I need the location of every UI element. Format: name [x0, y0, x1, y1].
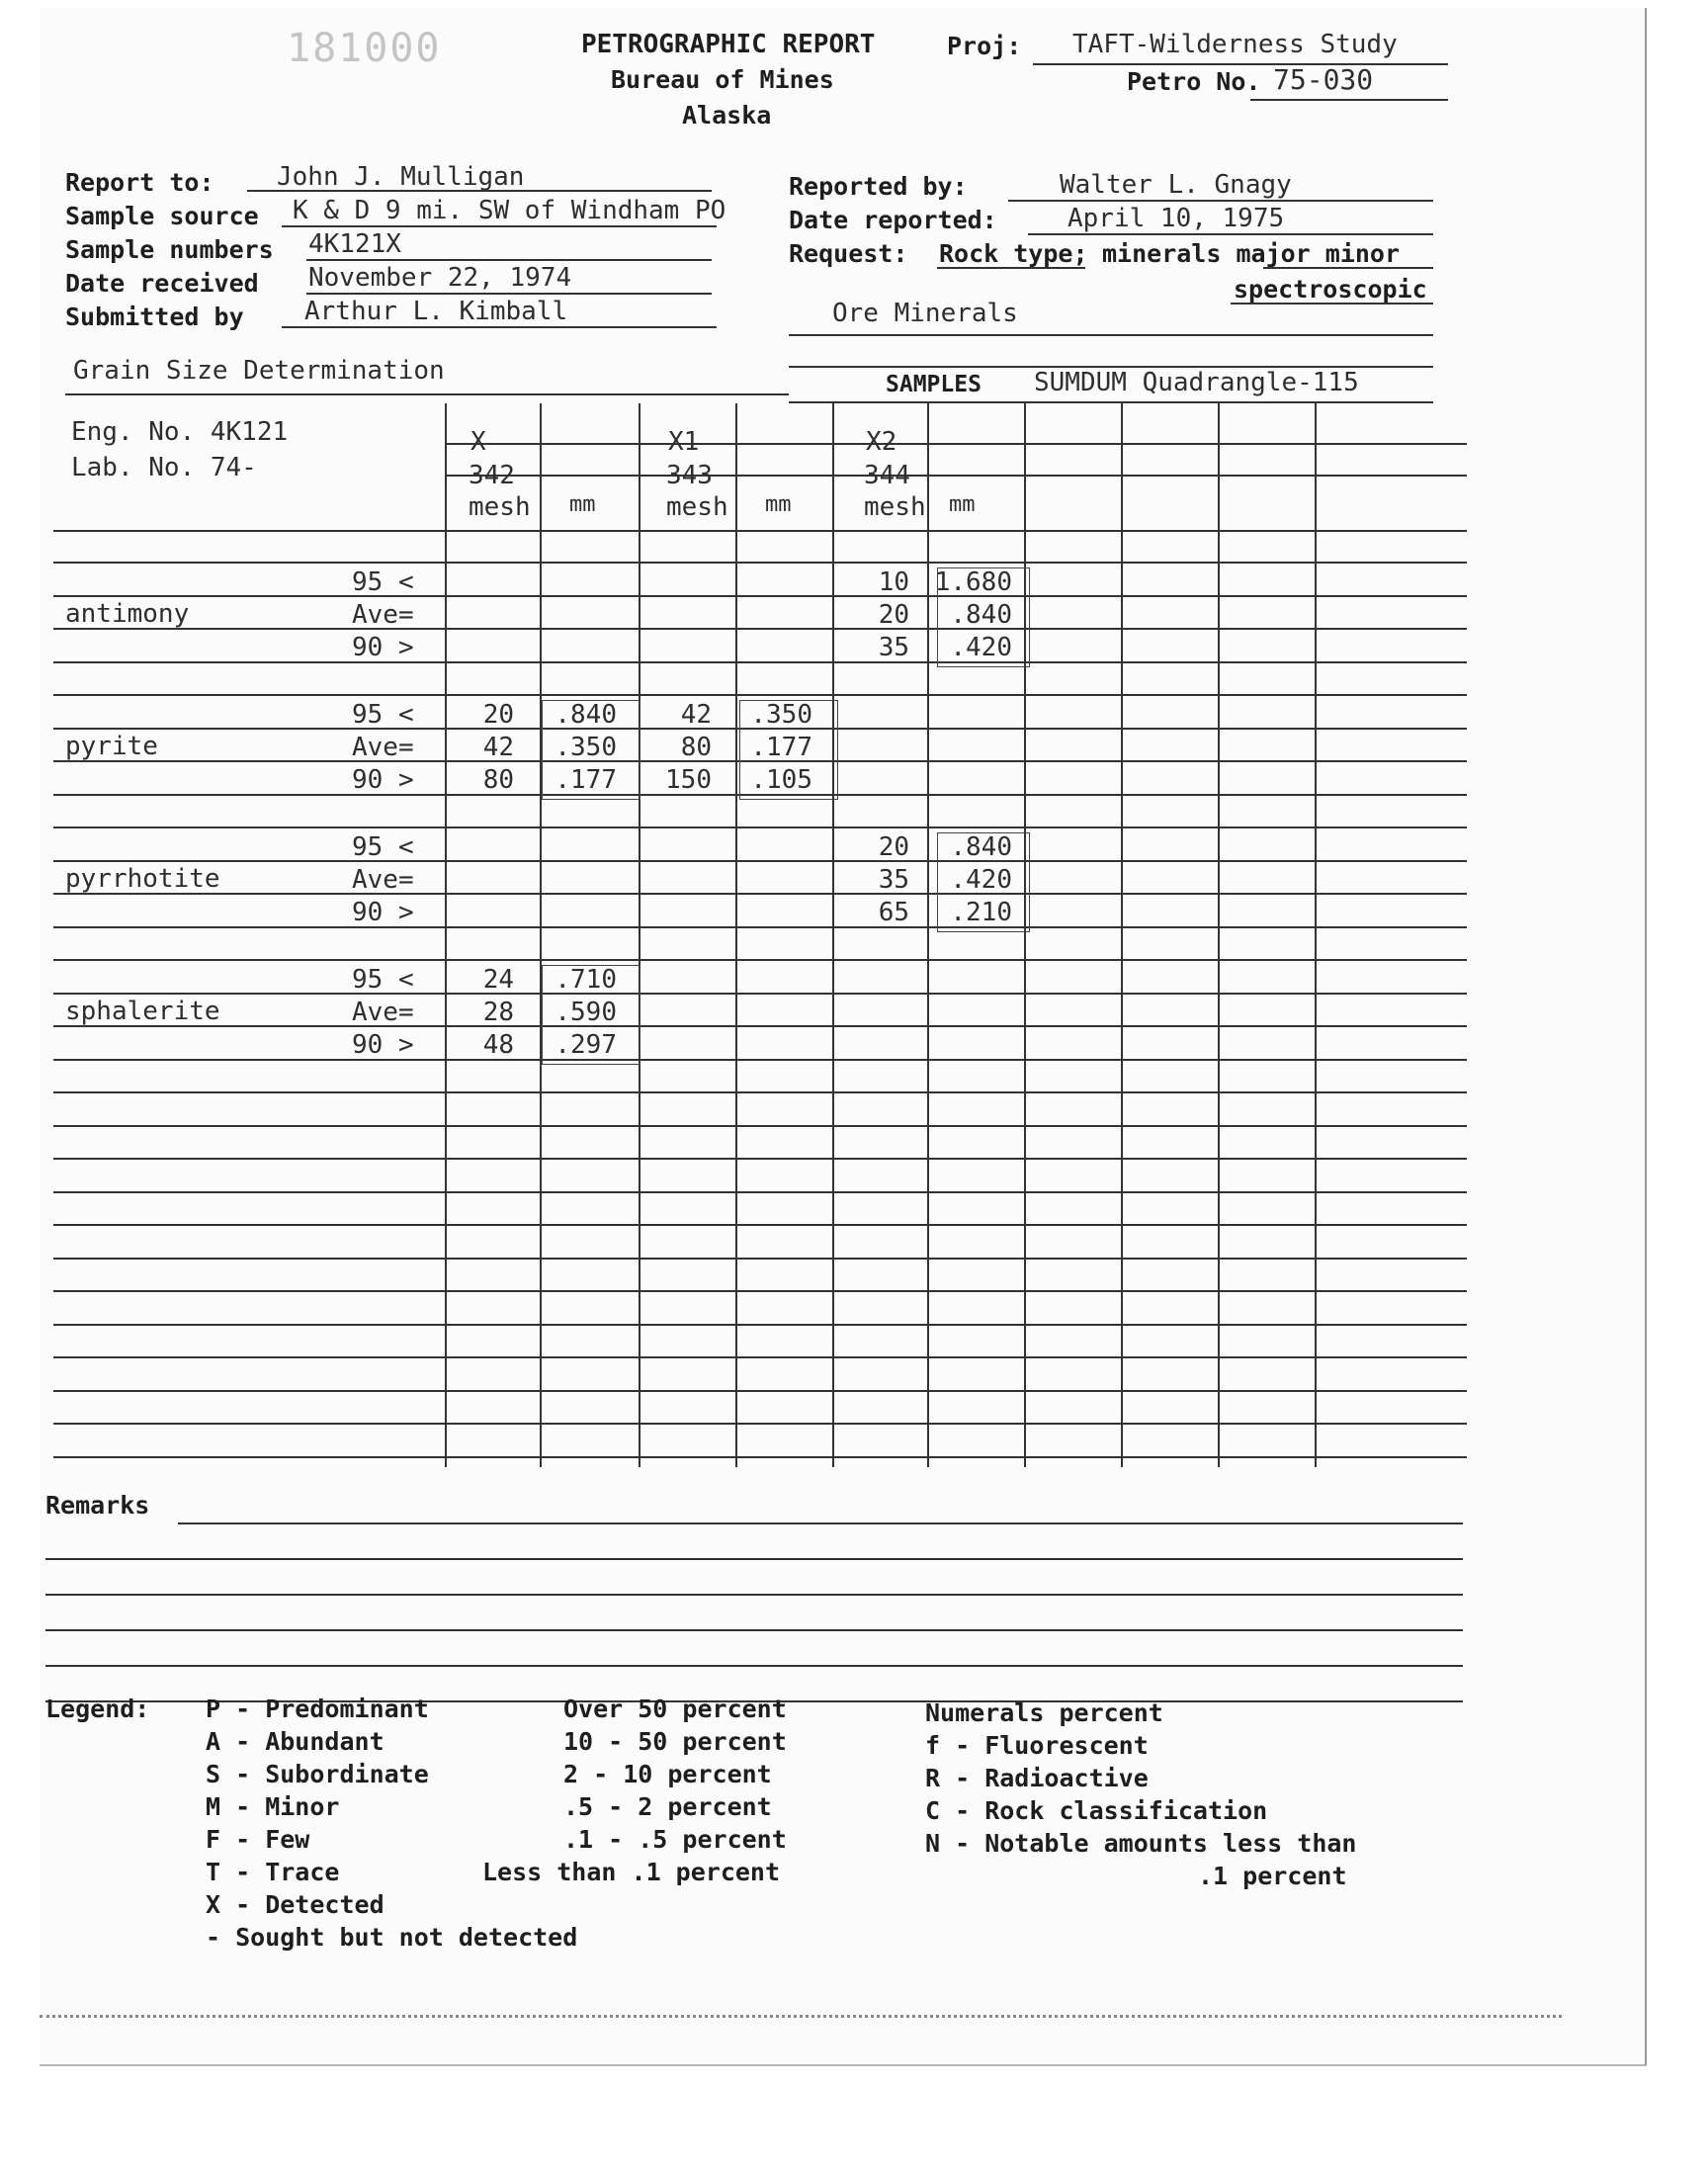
legend-code: A - Abundant [206, 1727, 384, 1756]
table-cell: 35 [878, 865, 909, 895]
samples-value: SUMDUM Quadrangle-115 [1034, 368, 1359, 397]
legend-note: C - Rock classification [925, 1796, 1268, 1825]
table-cell: 10 [878, 567, 909, 597]
report-to-underline [247, 190, 712, 192]
table-row-rule [53, 1025, 1467, 1027]
table-row-rule [53, 860, 1467, 862]
table-cell: .420 [950, 865, 1012, 895]
legend-range: Less than .1 percent [482, 1858, 781, 1886]
mineral-name-pyrrhotite: pyrrhotite [65, 864, 220, 894]
remarks-line-3 [45, 1594, 1463, 1596]
value-outline [937, 832, 1030, 932]
sample-lab-344: 344 [864, 461, 910, 490]
petro-value: 75-030 [1273, 63, 1374, 96]
row-label: 95 < [352, 832, 414, 862]
table-cell: 150 [665, 765, 712, 795]
row-label: 90 > [352, 898, 414, 927]
sample-x2-mesh-header: mesh [864, 492, 926, 522]
table-cell: .350 [750, 700, 812, 730]
remarks-line-2 [45, 1558, 1463, 1560]
value-outline [739, 700, 838, 800]
samples-underline [789, 401, 1433, 403]
table-cell: 42 [680, 700, 712, 730]
request-label: Request: [789, 239, 908, 268]
legend-note: Numerals percent [925, 1698, 1163, 1727]
request-minerals: minerals major minor [1102, 239, 1401, 268]
agency-name: Bureau of Mines [611, 65, 834, 94]
legend-range: 2 - 10 percent [563, 1760, 772, 1788]
lab-no: Lab. No. 74- [71, 453, 257, 482]
sample-x1-mesh-header: mesh [666, 492, 728, 522]
table-row-rule [53, 628, 1467, 630]
table-row-rule [53, 595, 1467, 597]
date-reported-label: Date reported: [789, 206, 997, 234]
table-row-rule [53, 959, 1467, 961]
request-minerals-underline [1263, 267, 1433, 269]
legend-range: 10 - 50 percent [563, 1727, 787, 1756]
petro-underline [1250, 99, 1448, 101]
mineral-name-sphalerite: sphalerite [65, 997, 220, 1026]
table-row-rule [53, 1059, 1467, 1061]
value-outline [542, 965, 640, 1065]
report-to-label: Report to: [65, 168, 214, 197]
table-cell: .840 [555, 700, 617, 730]
row-label: 95 < [352, 700, 414, 730]
table-row-rule [53, 993, 1467, 995]
ore-underline-1 [789, 334, 1433, 336]
date-received-label: Date received [65, 269, 259, 298]
sample-x2-mm-header: mm [949, 492, 976, 517]
date-received-value: November 22, 1974 [308, 263, 572, 293]
sample-source-value: K & D 9 mi. SW of Windham PO [293, 196, 726, 225]
table-cell: 42 [482, 733, 514, 762]
sample-numbers-underline [306, 259, 712, 261]
eng-no: Eng. No. 4K121 [71, 417, 289, 447]
table-cell: 24 [482, 965, 514, 995]
table-cell: .710 [555, 965, 617, 995]
remarks-label: Remarks [45, 1491, 150, 1520]
sample-x-mm-header: mm [569, 492, 596, 517]
legend-range: .5 - 2 percent [563, 1792, 772, 1821]
remarks-line-1 [178, 1522, 1463, 1524]
table-row-rule [53, 826, 1467, 828]
request-spectroscopic: spectroscopic [1234, 275, 1427, 304]
table-row-rule [53, 1091, 1467, 1093]
remarks-line-4 [45, 1629, 1463, 1631]
table-cell: .590 [555, 998, 617, 1027]
table-cell: .840 [950, 832, 1012, 862]
sample-source-underline [282, 225, 717, 227]
sample-id-x1: X1 [668, 427, 700, 457]
region-name: Alaska [682, 101, 772, 130]
sample-id-x2: X2 [866, 427, 897, 457]
table-row-rule [53, 893, 1467, 895]
sample-source-label: Sample source [65, 202, 259, 230]
grain-size-title: Grain Size Determination [73, 356, 445, 386]
table-cell: 35 [878, 633, 909, 662]
table-row-rule [53, 1456, 1467, 1458]
table-row-rule [53, 1191, 1467, 1193]
ore-minerals: Ore Minerals [832, 299, 1018, 328]
table-row-rule [53, 1258, 1467, 1260]
table-cell: .350 [555, 733, 617, 762]
table-row-rule [53, 1290, 1467, 1292]
remarks-line-5 [45, 1665, 1463, 1667]
reported-by-value: Walter L. Gnagy [1060, 170, 1292, 200]
report-to-value: John J. Mulligan [277, 162, 525, 192]
legend-code: T - Trace [206, 1858, 340, 1886]
row-label: 90 > [352, 633, 414, 662]
submitted-by-label: Submitted by [65, 303, 244, 331]
reported-by-label: Reported by: [789, 172, 968, 201]
submitted-by-value: Arthur L. Kimball [304, 297, 568, 326]
legend-note: N - Notable amounts less than [925, 1829, 1357, 1858]
submitted-by-underline [282, 326, 717, 328]
legend-note: .1 percent [1198, 1862, 1347, 1890]
table-row-rule [53, 1224, 1467, 1226]
petro-label: Petro No. [1127, 67, 1261, 96]
request-spectro-underline [1231, 303, 1433, 304]
table-row-rule [53, 562, 1467, 564]
row-label: 95 < [352, 567, 414, 597]
sample-x-mesh-header: mesh [469, 492, 531, 522]
row-label: 90 > [352, 1030, 414, 1060]
table-row-rule [53, 1324, 1467, 1326]
table-row-rule [53, 661, 1467, 663]
legend-label: Legend: [45, 1695, 150, 1723]
request-rock-underline [937, 267, 1085, 269]
legend-note: R - Radioactive [925, 1764, 1149, 1792]
row-label: Ave= [352, 865, 414, 895]
table-cell: 28 [482, 998, 514, 1027]
document-stamp: 181000 [287, 26, 442, 71]
sample-numbers-value: 4K121X [308, 229, 401, 259]
table-row-rule [53, 1390, 1467, 1392]
table-cell: 65 [878, 898, 909, 927]
table-cell: 1.680 [934, 567, 1012, 597]
table-row-rule [53, 530, 1467, 532]
date-reported-value: April 10, 1975 [1068, 204, 1285, 233]
table-cell: 48 [482, 1030, 514, 1060]
request-rock-type: Rock type; [939, 239, 1088, 268]
table-cell: .210 [950, 898, 1012, 927]
sample-lab-343: 343 [666, 461, 713, 490]
table-row-rule [53, 1423, 1467, 1425]
legend-code: M - Minor [206, 1792, 340, 1821]
reported-by-underline [1008, 200, 1433, 202]
table-cell: .105 [750, 765, 812, 795]
legend-range: Over 50 percent [563, 1695, 787, 1723]
value-outline [542, 700, 640, 800]
legend-code: S - Subordinate [206, 1760, 429, 1788]
table-row-rule [53, 1356, 1467, 1358]
table-row-rule [445, 443, 1467, 445]
table-cell: .177 [555, 765, 617, 795]
row-label: 95 < [352, 965, 414, 995]
grain-size-underline [65, 393, 789, 395]
table-row-rule [53, 926, 1467, 928]
sample-numbers-label: Sample numbers [65, 235, 274, 264]
row-label: Ave= [352, 998, 414, 1027]
table-row-rule [53, 694, 1467, 696]
legend-range: .1 - .5 percent [563, 1825, 787, 1854]
table-row-rule [53, 1158, 1467, 1160]
mineral-name-antimony: antimony [65, 599, 190, 629]
legend-code: P - Predominant [206, 1695, 429, 1723]
sample-id-x: X [470, 427, 486, 457]
legend-note: f - Fluorescent [925, 1731, 1149, 1760]
date-received-underline [306, 293, 712, 295]
table-row-rule [53, 1125, 1467, 1127]
legend-code: - Sought but not detected [206, 1923, 578, 1952]
table-cell: 20 [482, 700, 514, 730]
table-row-rule [445, 475, 1467, 477]
table-cell: .177 [750, 733, 812, 762]
table-cell: .420 [950, 633, 1012, 662]
proj-value: TAFT-Wilderness Study [1072, 30, 1398, 59]
bottom-edge [40, 2015, 1562, 2018]
table-cell: 80 [482, 765, 514, 795]
legend-code: F - Few [206, 1825, 310, 1854]
proj-label: Proj: [947, 32, 1022, 60]
row-label: 90 > [352, 765, 414, 795]
row-label: Ave= [352, 600, 414, 630]
report-title: PETROGRAPHIC REPORT [581, 30, 876, 59]
sample-x1-mm-header: mm [765, 492, 792, 517]
samples-label: SAMPLES [886, 372, 982, 397]
value-outline [937, 567, 1030, 667]
sample-lab-342: 342 [469, 461, 515, 490]
table-cell: .840 [950, 600, 1012, 630]
proj-underline [1033, 63, 1448, 65]
table-cell: 20 [878, 832, 909, 862]
mineral-name-pyrite: pyrite [65, 732, 158, 761]
legend-code: X - Detected [206, 1890, 384, 1919]
report-sheet [40, 8, 1647, 2066]
table-cell: 20 [878, 600, 909, 630]
row-label: Ave= [352, 733, 414, 762]
table-cell: 80 [680, 733, 712, 762]
table-cell: .297 [555, 1030, 617, 1060]
date-reported-underline [1028, 233, 1433, 235]
